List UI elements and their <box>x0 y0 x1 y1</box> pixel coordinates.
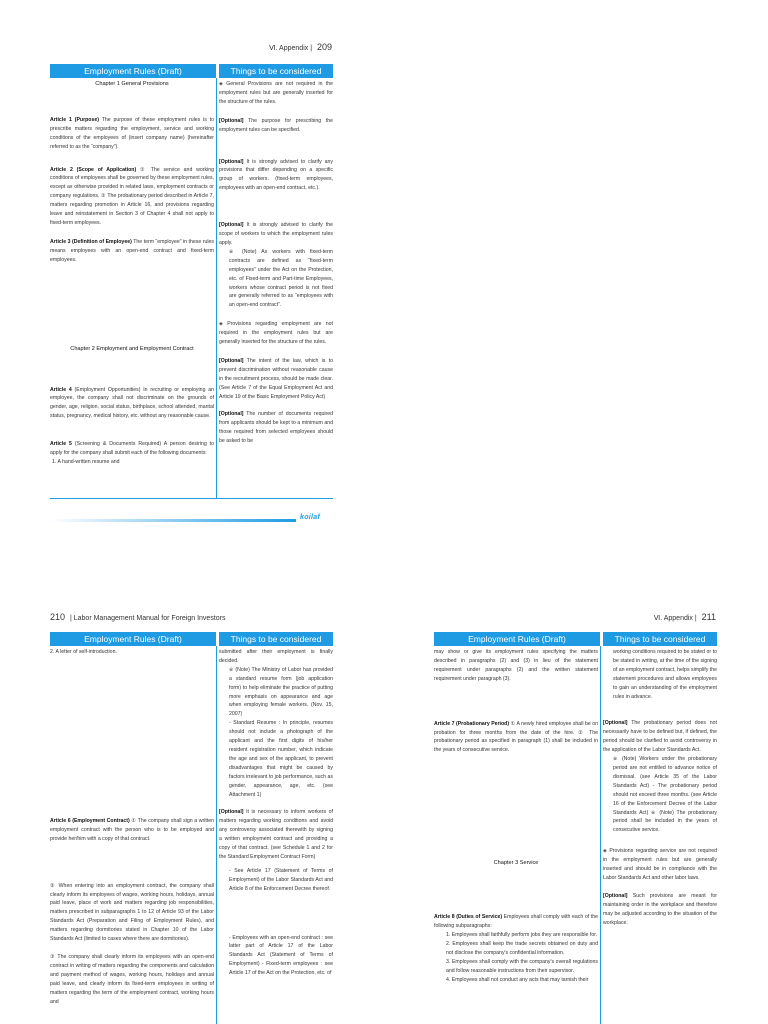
chapter-heading: Chapter 2 Employment and Employment Contract <box>70 345 194 352</box>
page-header: 210 | Labor Management Manual for Foreign Investors <box>50 612 226 622</box>
column-divider <box>600 646 601 1024</box>
article-1: Article 1 (Purpose) The purpose of these employment rules is to prescribe matters regarding the employment, service and working conditions of the employees of (insert company name) (hereinafter referred to as the “company”). <box>50 116 215 150</box>
note-indent: - See Article 17 (Statement of Terms of Employment) of the Labor Standards Act and Article 8 of the Enforcement Decree thereof. <box>229 867 333 892</box>
paragraph-2: ② When entering into an employment contract, the company shall clearly inform its employees of wages, working hours, holidays, annual paid leave, place of work and matters regarding job responsibilities, matters prescribed in subparagraphs 1 to 12 of Article 93 of the Labor Standards Act (Preparation and Filing of Employment Rules), and matters regarding dormitories stated in Chapter 10 of the Labor Standards Act (limited to cases where there are dormitories). <box>50 882 214 943</box>
note-block: [Optional] The intent of the law, which is to prevent discrimination without reasonable cause in the recruitment process, should be made clear. (See Article 7 of the Equal Employment Act and Article 19 of the Basic Employment Policy Act) <box>219 357 333 400</box>
koilaf-logo: koilaf <box>300 514 321 521</box>
note-block: ◈ General Provisions are not required in the employment rules but are generally inserted for the structure of the rules. <box>219 81 333 105</box>
considerations-column <box>603 648 717 927</box>
considerations-column-header: Things to be considered <box>219 64 333 78</box>
rules-column-header: Employment Rules (Draft) <box>434 632 600 646</box>
note-block: [Optional] The probationary period does not necessarily have to be defined but, if defined, the period should be clarified to avoid controversy in the application of the Labor Standards Act. <box>603 720 717 754</box>
page-header: Ⅵ. Appendix | 209 <box>269 42 332 52</box>
rules-column <box>50 648 214 1006</box>
rules-column <box>434 648 598 984</box>
considerations-column <box>219 648 333 978</box>
article-8: Article 8 (Duties of Service) Employees shall comply with each of the following subparagraphs: <box>434 914 598 930</box>
page-number: 210 <box>50 612 66 622</box>
article-6: Article 6 (Employment Contract) ① The company shall sign a written employment contract with the person who is to be employed and provide her/him with a copy of that contract. <box>50 817 214 842</box>
note-block: ◈ Provisions regarding service are not required in the employment rules but are generally inserted and should be in compliance with the Labor Standards Act and other labor laws. <box>603 848 717 881</box>
paragraph: may show or give its employment rules specifying the matters described in paragraphs (2) and (3) in lieu of the statement requirement under paragraphs (2) and the written statement requirement under paragraph (3). <box>434 649 598 682</box>
list-item: 4. Employees shall not conduct any acts that may tarnish their <box>446 976 589 983</box>
note-indent: working conditions required to be stated or to be stated in writing, at the time of the signing of an employment contract, helps simplify the statement procedures and allows employees to gain an understanding of the employment rules in advance. <box>613 649 717 700</box>
article-2: Article 2 (Scope of Application) ① The service and working conditions of employees shall be governed by these employment rules, except as otherwise provided in related laws, employment contracts or company regulations. ② The probationary period described in Article 7, matters regarding promotion in Article 16, and provisions regarding leave and reinstatement in Section 3 of Chapter 4 shall not apply to fixed-term employees. <box>50 166 215 226</box>
note-indent: ※ (Note) The Ministry of Labor has provided a standard resume form (job application form) to help eliminate the practice of putting more emphasis on appearance and age when employing female workers. (Nov. 15, 2007) <box>229 666 333 718</box>
note-block: submitted after their employment is finally decided. <box>219 649 333 664</box>
manual-title: Labor Management Manual for Foreign Investors <box>73 615 226 622</box>
chapter-heading: Chapter 1 General Provisions <box>95 81 169 87</box>
note-block: ◈ Provisions regarding employment are not required in the employment rules but are generally inserted for the structure of the rules. <box>219 321 333 346</box>
considerations-column <box>219 80 333 446</box>
note-indent: ※ (Note) Workers under the probationary period are not entitled to advance notice of dismissal. (see Article 35 of the Labor Standards Act) - The probationary period should not exceed three months. (see Article 16 of the Enforcement Decree of the Labor Standards Act) ※ (Note) The probationary period shall be included in the years of consecutive service. <box>613 756 717 834</box>
rules-column-header: Employment Rules (Draft) <box>50 632 216 646</box>
rules-column-header: Employment Rules (Draft) <box>50 64 216 78</box>
section-label: Ⅵ. Appendix <box>653 615 693 622</box>
list-item: 2. Employees shall keep the trade secrets obtained on duty and not disclose the company's confidential information. <box>446 940 598 956</box>
note-block: [Optional] It is necessary to inform workers of matters regarding working conditions and avoid any controversy associated therewith by signing a written employment contract and providing a copy of that contract. (see Schedule 1 and 2 for the Standard Employment Contract Form) <box>219 809 333 860</box>
considerations-column-header: Things to be considered <box>603 632 717 646</box>
list-item: 1. A hand-written resume and <box>52 458 120 465</box>
page-bottom-rule <box>50 498 333 499</box>
note-block: [Optional] It is strongly advised to clarify any provisions that differ depending on a specific group of workers. (fixed-term employees, employees with an open-end contract, etc.). <box>219 158 333 192</box>
considerations-column-header: Things to be considered <box>219 632 333 646</box>
section-label: Ⅵ. Appendix <box>269 45 309 52</box>
note-block: [Optional] The number of documents required from applicants should be kept to a minimum and those required from selected employees should be asked to be <box>219 411 333 445</box>
column-divider <box>216 646 217 1024</box>
note-indent: - Standard Resume : In principle, resumes should not include a photograph of the applicant and the first digits of his/her resident registration number, which indicate the age and sex of the applicant, to prevent disadvantages that might be caused by factors irrelevant to job performance, such as gender, appearance, age, etc. (see Attachment 1) <box>229 720 333 798</box>
list-item: 1. Employees shall faithfully perform jobs they are responsible for. <box>446 931 598 938</box>
article-3: Article 3 (Definition of Employee) The term “employee” in these rules means employees with an open-end contract and fixed-term employees. <box>50 238 214 263</box>
note-block: [Optional] The purpose for prescribing the employment rules can be specified. <box>219 117 333 133</box>
note-indent: ※ (Note) As workers with fixed-term contracts are defined as “fixed-term employees” under the Act on the Protection, etc. of Fixed-term and Part-time Employees, workers whose contract period is not fixed are generally referred to as “employees with an open-end contract”. <box>229 248 333 309</box>
article-4: Article 4 (Employment Opportunities) In recruiting or employing an employee, the company shall not discriminate on the grounds of gender, age, religion, social status, birthplace, school attended, marital status, pregnancy, medical history, etc. without any reasonable cause. <box>50 386 214 420</box>
page-number: 211 <box>701 612 716 622</box>
list-item: 3. Employees shall comply with the company's overall regulations and follow reasonable instructions from their supervisor. <box>446 958 598 974</box>
footer-arrow <box>50 519 296 522</box>
column-divider <box>216 78 217 498</box>
list-item: 2. A letter of self-introduction. <box>50 649 117 655</box>
paragraph-3: ③ The company shall clearly inform its employees with an open-end contract in writing of matters regarding the components and calculation and payment method of wages, working hours, holidays and annual paid leave, and clearly inform its fixed-term employees in writing of matters regarding the term of the employment contract, working hours and <box>50 953 214 1005</box>
article-7: Article 7 (Probationary Period) ① A newly hired employee shall be on probation for three months from the date of the hire. ② The probationary period as specified in paragraph (1) shall be included in the years of consecutive service. <box>434 720 598 754</box>
rules-column <box>50 80 214 467</box>
note-block: [Optional] It is strongly advised to clarify the scope of workers to which the employment rules apply. <box>219 222 333 246</box>
note-block: [Optional] Such provisions are meant for maintaining order in the workplace and therefore may be adjusted according to the situation of the workplace. <box>603 892 717 926</box>
note-indent: - Employees with an open-end contract : see latter part of Article 17 of the Labor Standards Act (Statement of Terms of Employment) - Fixed-term employees : see Article 17 of the Act on the Protection, etc. of <box>229 934 333 977</box>
article-5: Article 5 (Screening & Documents Required) A person desiring to apply for the company shall submit each of the following documents: <box>50 441 214 457</box>
page-number: 209 <box>316 42 332 52</box>
page-header: Ⅵ. Appendix | 211 <box>653 612 716 622</box>
chapter-heading: Chapter 3 Service <box>493 860 539 867</box>
